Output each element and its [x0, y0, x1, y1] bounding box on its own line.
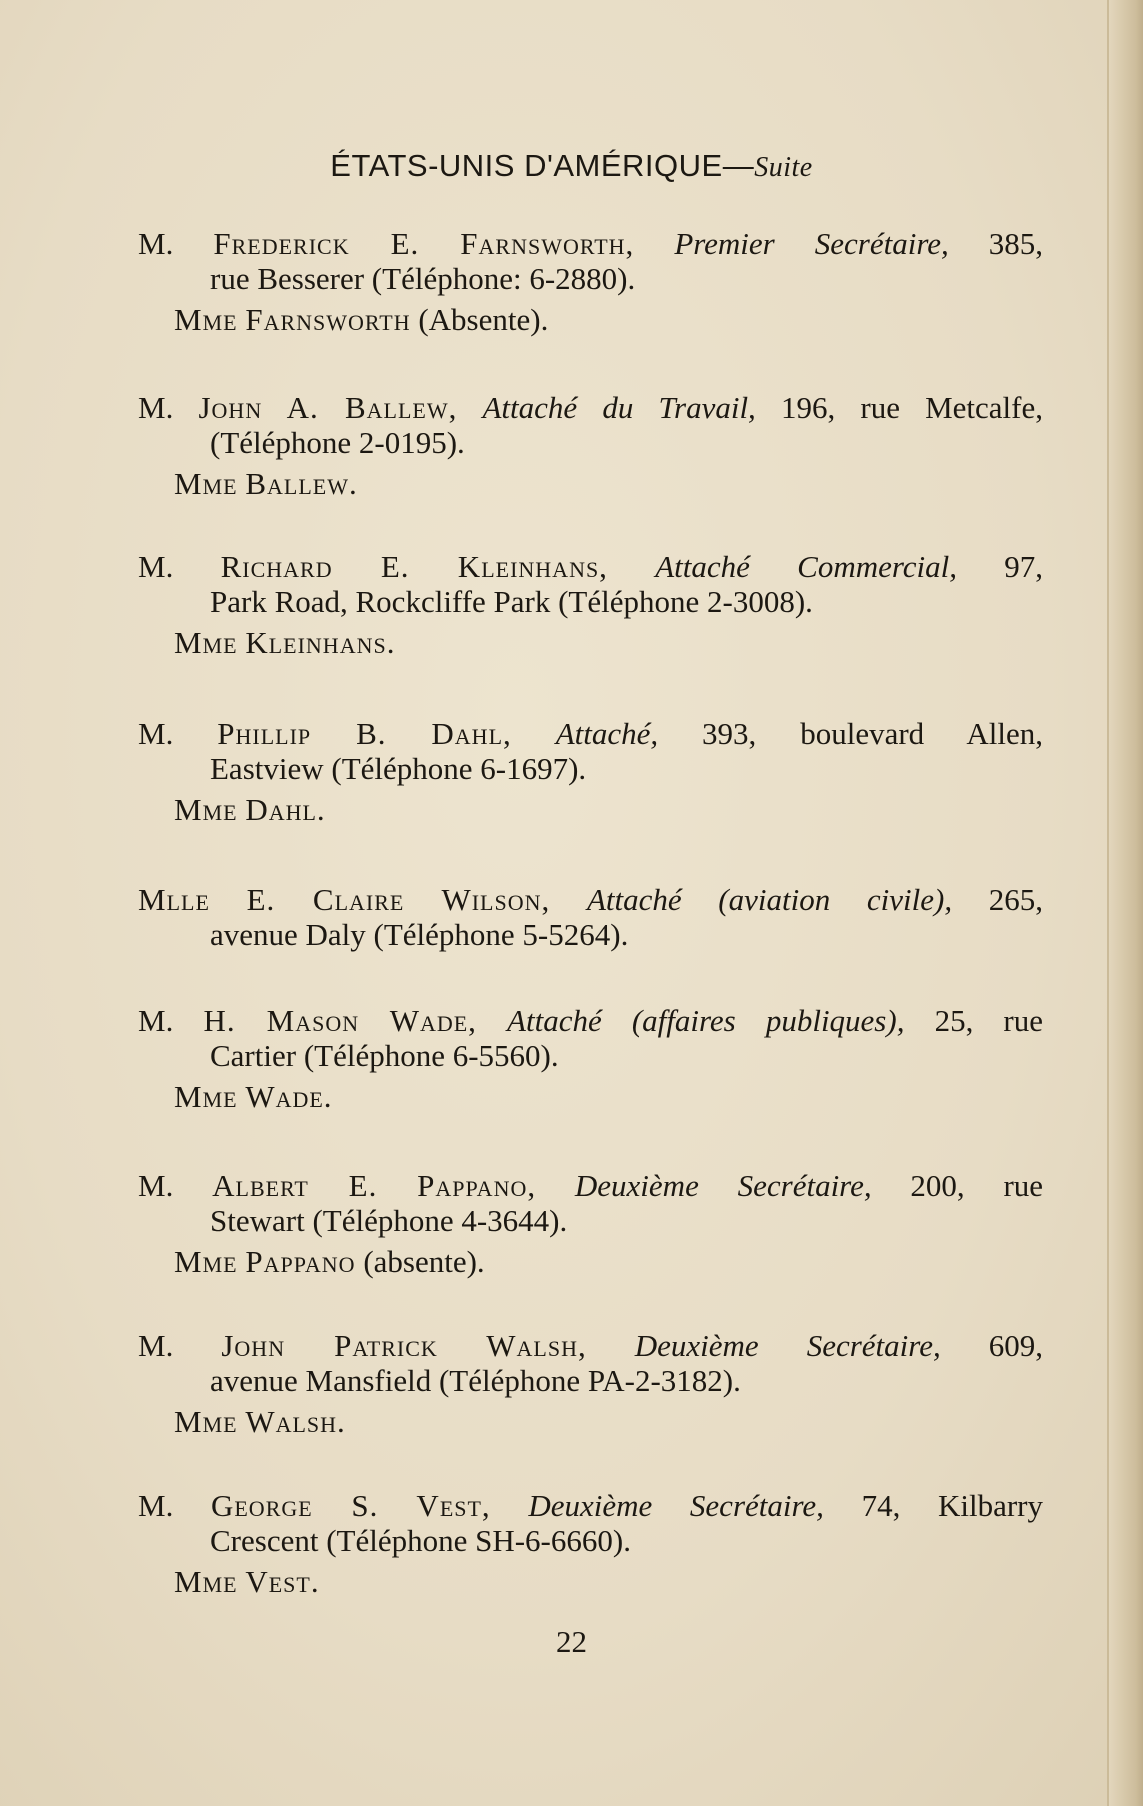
- spouse-note: (absente).: [363, 1244, 485, 1279]
- directory-entry: [138, 716, 1043, 827]
- entry-name: E. Claire Wilson,: [246, 882, 551, 917]
- spouse-name: Dahl.: [245, 792, 326, 827]
- entry-name: Phillip B. Dahl,: [217, 716, 512, 751]
- entry-line-1: [138, 716, 1043, 751]
- entry-address-start: 97,: [1004, 549, 1044, 584]
- directory-entry: [138, 226, 1043, 337]
- entry-line-1: [138, 882, 1043, 917]
- spouse-prefix: Mme: [174, 1564, 238, 1599]
- directory-entry: [138, 1488, 1043, 1599]
- spouse-name: Wade.: [245, 1079, 333, 1114]
- entry-prefix: M.: [138, 226, 174, 261]
- entry-title: Attaché,: [555, 716, 659, 751]
- page-number: 22: [556, 1624, 587, 1659]
- entry-prefix: M.: [138, 1003, 174, 1038]
- directory-entry: [138, 1168, 1043, 1279]
- page-edge-line: [1107, 0, 1109, 1806]
- entry-address-start: 385,: [988, 226, 1044, 261]
- entry-title: Attaché (affaires publiques),: [507, 1003, 905, 1038]
- entry-line-2: (Téléphone 2-0195).: [210, 425, 465, 460]
- entry-title: Attaché Commercial,: [655, 549, 957, 584]
- entry-line-1: [138, 1328, 1043, 1363]
- directory-entry: [138, 882, 1043, 952]
- entry-name: Richard E. Kleinhans,: [220, 549, 608, 584]
- entry-line-1: [138, 1003, 1043, 1038]
- spouse-line: [138, 302, 1043, 337]
- spouse-prefix: Mme: [174, 625, 238, 660]
- entry-line-1: [138, 226, 1043, 261]
- entry-line-2: Park Road, Rockcliffe Park (Téléphone 2-3008).: [210, 584, 813, 619]
- spouse-line: [138, 466, 1043, 501]
- directory-entry: [138, 390, 1043, 501]
- spouse-note: (Absente).: [418, 302, 549, 337]
- entry-title: Premier Secrétaire,: [674, 226, 949, 261]
- entry-line-1: [138, 1488, 1043, 1523]
- entry-line-1: [138, 1168, 1043, 1203]
- entry-address-start: 265,: [988, 882, 1043, 917]
- spouse-name: Ballew.: [245, 466, 358, 501]
- spouse-prefix: Mme: [174, 466, 238, 501]
- entry-name: H. Mason Wade,: [203, 1003, 477, 1038]
- spouse-prefix: Mme: [174, 1079, 238, 1114]
- entry-prefix: M.: [138, 549, 174, 584]
- entry-prefix: Mlle: [138, 882, 210, 917]
- spouse-name: Pappano: [245, 1244, 356, 1279]
- entry-prefix: M.: [138, 1168, 174, 1203]
- entry-address-start: 200, rue: [910, 1168, 1044, 1203]
- entry-line-2: Cartier (Téléphone 6-5560).: [210, 1038, 559, 1073]
- entry-name: John A. Ballew,: [198, 390, 458, 425]
- spouse-line: [138, 625, 1043, 660]
- entry-line-2: avenue Daly (Téléphone 5-5264).: [210, 917, 629, 952]
- entry-line-2: rue Besserer (Téléphone: 6-2880).: [210, 261, 636, 296]
- entry-name: George S. Vest,: [210, 1488, 491, 1523]
- spouse-line: [138, 1244, 1043, 1279]
- spouse-name: Walsh.: [245, 1404, 346, 1439]
- entry-title: Attaché du Travail,: [482, 390, 756, 425]
- entry-address-start: 25, rue: [934, 1003, 1044, 1038]
- entry-line-2: Eastview (Téléphone 6-1697).: [210, 751, 587, 786]
- entry-prefix: M.: [138, 716, 174, 751]
- directory-entry: [138, 549, 1043, 660]
- entry-line-2: Crescent (Téléphone SH-6-6660).: [210, 1523, 631, 1558]
- spouse-name: Farnsworth: [245, 302, 411, 337]
- entry-title: Deuxième Secrétaire,: [574, 1168, 872, 1203]
- entry-address-start: 196, rue Metcalfe,: [780, 390, 1044, 425]
- spouse-line: [138, 1079, 1043, 1114]
- entry-prefix: M.: [138, 1328, 174, 1363]
- directory-entry: [138, 1003, 1043, 1114]
- spouse-prefix: Mme: [174, 1404, 238, 1439]
- header-title: ÉTATS-UNIS D'AMÉRIQUE—: [330, 148, 755, 183]
- entry-name: Frederick E. Farnsworth,: [213, 226, 635, 261]
- entry-line-2: avenue Mansfield (Téléphone PA-2-3182).: [210, 1363, 741, 1398]
- spouse-line: [138, 1404, 1043, 1439]
- page-header: [0, 148, 1143, 184]
- page-edge: [1107, 0, 1143, 1806]
- spouse-name: Kleinhans.: [245, 625, 396, 660]
- entry-title: Deuxième Secrétaire,: [528, 1488, 824, 1523]
- entry-line-1: [138, 390, 1043, 425]
- spouse-prefix: Mme: [174, 302, 238, 337]
- entry-name: Albert E. Pappano,: [212, 1168, 537, 1203]
- entry-address-start: 74, Kilbarry: [861, 1488, 1043, 1523]
- spouse-name: Vest.: [245, 1564, 320, 1599]
- entry-name: John Patrick Walsh,: [221, 1328, 587, 1363]
- entry-title: Attaché (aviation civile),: [586, 882, 953, 917]
- entry-prefix: M.: [138, 390, 174, 425]
- header-suite: Suite: [754, 152, 813, 183]
- entry-prefix: M.: [138, 1488, 174, 1523]
- entry-address-start: 609,: [988, 1328, 1043, 1363]
- spouse-line: [138, 1564, 1043, 1599]
- entry-address-start: 393, boulevard Allen,: [702, 716, 1044, 751]
- spouse-prefix: Mme: [174, 792, 238, 827]
- spouse-prefix: Mme: [174, 1244, 238, 1279]
- directory-entry: [138, 1328, 1043, 1439]
- entry-line-2: Stewart (Téléphone 4-3644).: [210, 1203, 568, 1238]
- entry-line-1: [138, 549, 1043, 584]
- entry-title: Deuxième Secrétaire,: [634, 1328, 941, 1363]
- spouse-line: [138, 792, 1043, 827]
